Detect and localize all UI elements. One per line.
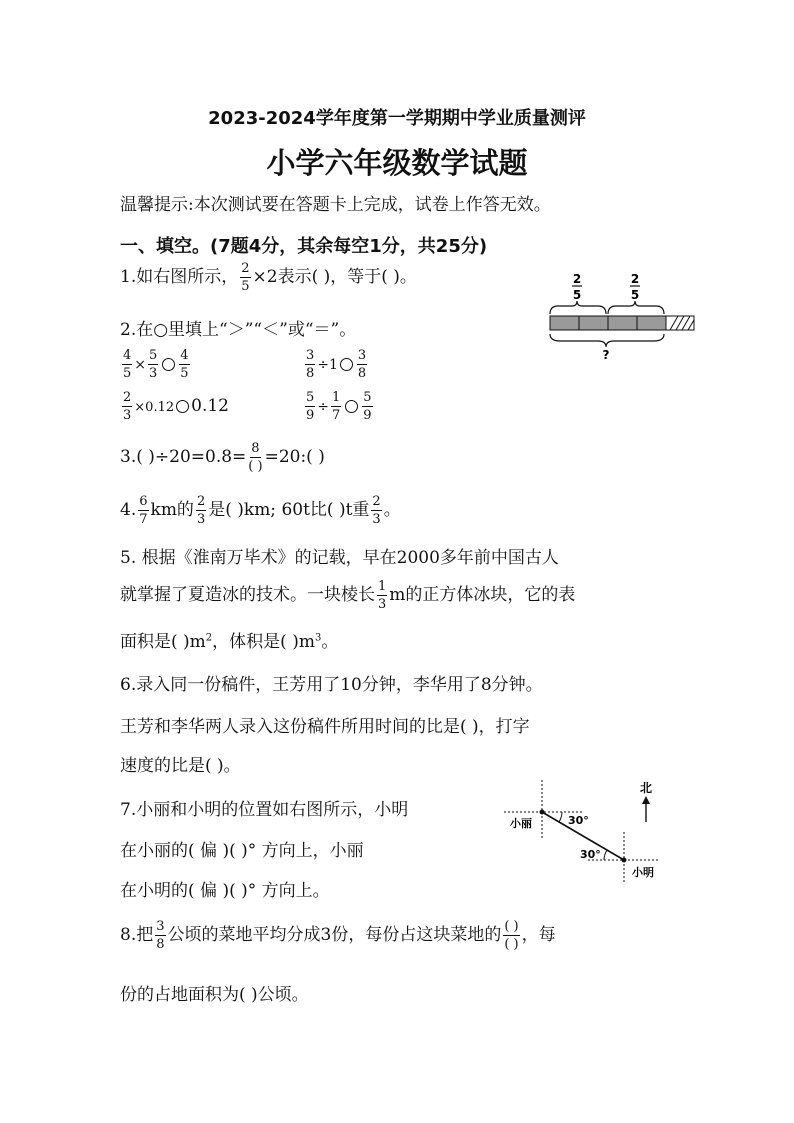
q1-text: ×2表示( )，等于( )。: [252, 267, 417, 287]
section-heading: 一、填空。(7题4分，其余每空1分，共25分): [120, 236, 488, 257]
question-2: 2.在○里填上“＞”“＜”或“＝”。: [120, 320, 357, 340]
question-6-line-1: 6.录入同一份稿件，王芳用了10分钟，李华用了8分钟。: [120, 675, 543, 695]
angle-label-2: 30°: [580, 848, 601, 861]
exam-title: 2023-2024学年度第一学期期中学业质量测评: [208, 108, 586, 129]
question-6-line-2: 王芳和李华两人录入这份稿件所用时间的比是( )，打字: [120, 717, 530, 737]
question-7-line-2: 在小丽的( 偏 )( )° 方向上，小丽: [120, 841, 364, 861]
question-5-line-1: 5. 根据《淮南万毕术》的记载，早在2000多年前中国古人: [120, 548, 559, 568]
notice: 温馨提示:本次测试要在答题卡上完成，试卷上作答无效。: [120, 195, 551, 215]
angle-label-1: 30°: [568, 814, 589, 827]
question-5-line-3: 面积是( )$m^2$，体积是( )$m^3$。: [120, 632, 339, 652]
q7-position-diagram: [500, 778, 680, 884]
question-7-line-3: 在小明的( 偏 )( )° 方向上。: [120, 881, 330, 901]
question-1: [120, 262, 417, 293]
comparison-circle: [340, 358, 353, 371]
question-6-line-3: 速度的比是( )。: [120, 756, 241, 776]
question-8-line-1: 8.把 $\frac{3}{8}$ 公顷的菜地平均分成3份，每份占这块菜地的 $\frac{( )}{( )}$ ，每: [120, 919, 556, 952]
q1-fraction: $\frac{2}{5}$: [241, 261, 250, 294]
xiaoming-label: 小明: [632, 866, 654, 879]
comparison-circle: [162, 358, 175, 371]
xiaoli-label: 小丽: [510, 817, 532, 830]
question-3: 3.( )÷20=0.8= $\frac{8}{( )}$ =20:( ): [120, 441, 325, 474]
q1-label-right-denominator: 5: [630, 288, 640, 302]
q2-item-d: $\frac{5}{9}$ ÷ $\frac{1}{7}$ $\frac{5}{9}$: [306, 390, 372, 423]
question-8-line-2: 份的占地面积为( )公顷。: [120, 985, 309, 1005]
q2-item-b: $\frac{3}{8}$ ÷1 $\frac{3}{8}$: [306, 348, 367, 381]
q1-label-left-numerator: 2: [572, 272, 582, 286]
q1-number: 1.如右图所示，: [120, 267, 239, 287]
q1-question-mark: ?: [602, 348, 610, 362]
comparison-circle: [345, 400, 358, 413]
q1-label-right-numerator: 2: [630, 272, 640, 286]
question-4: 4. $\frac{6}{7}$ km的 $\frac{2}{3}$ 是( )km; 60t比( )t重 $\frac{2}{3}$ 。: [120, 494, 401, 527]
q1-label-left-denominator: 5: [572, 288, 582, 302]
q1-bar-diagram: [546, 270, 698, 362]
paper-title: 小学六年级数学试题: [266, 146, 528, 180]
q2-item-a: $\frac{4}{5}$ × $\frac{5}{3}$ $\frac{4}{5}$: [123, 348, 189, 381]
question-5-line-2: 就掌握了夏造冰的技术。一块棱长 $\frac{1}{3}$ m的正方体冰块，它的表: [120, 579, 576, 612]
question-7-line-1: 7.小丽和小明的位置如右图所示，小明: [120, 800, 409, 820]
comparison-circle: [176, 400, 189, 413]
north-label: 北: [639, 781, 653, 795]
q2-item-c: $\frac{2}{3}$ ×0.12 0.12: [123, 390, 229, 423]
